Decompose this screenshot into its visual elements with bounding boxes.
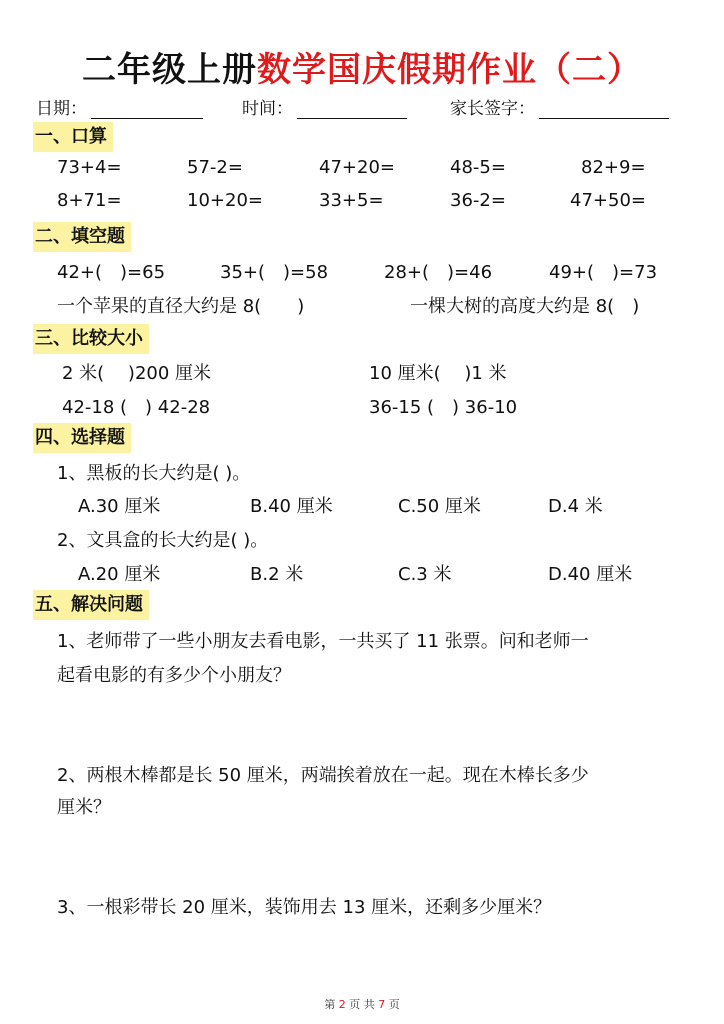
date-field[interactable] — [36, 94, 203, 119]
info-row — [36, 94, 696, 120]
oral-item: 10+20= — [187, 190, 263, 211]
compare-item: 2 米( )200 厘米 — [62, 363, 212, 384]
choice-option: D.4 米 — [548, 496, 603, 517]
section-problem-solving-heading: 五、解决问题 — [33, 590, 149, 620]
time-blank[interactable] — [297, 100, 407, 119]
problem-3: 3、一根彩带长 20 厘米，装饰用去 13 厘米，还剩多少厘米？ — [57, 897, 552, 918]
choice-option: A.30 厘米 — [78, 496, 161, 517]
choice-option: B.2 米 — [250, 564, 304, 585]
problem-1-line-2: 起看电影的有多少个小朋友？ — [57, 665, 291, 686]
time-field[interactable] — [242, 94, 407, 119]
choice-question-1: 1、黑板的长大约是( )。 — [57, 463, 251, 484]
oral-item: 73+4= — [57, 157, 122, 178]
oral-item: 47+20= — [319, 157, 395, 178]
title-part-black: 二年级上册 — [82, 50, 257, 90]
compare-item: 42-18 ( ) 42-28 — [62, 397, 211, 418]
fill-item: 28+( )=46 — [384, 262, 493, 283]
footer-suffix: 页 — [388, 998, 400, 1011]
fill-apple-question: 一个苹果的直径大约是 8( ) — [57, 296, 305, 317]
section-compare-heading: 三、比较大小 — [33, 324, 149, 354]
section-oral-calc-heading: 一、口算 — [33, 122, 113, 152]
compare-item: 36-15 ( ) 36-10 — [369, 397, 518, 418]
oral-item: 33+5= — [319, 190, 384, 211]
title-part-red: 数学国庆假期作业（二） — [257, 50, 642, 90]
section-choice-heading: 四、选择题 — [33, 423, 131, 453]
choice-option: B.40 厘米 — [250, 496, 333, 517]
page-title — [0, 42, 724, 91]
problem-2-line-2: 厘米？ — [57, 797, 111, 818]
date-blank[interactable] — [91, 100, 203, 119]
date-label: 日期： — [36, 99, 87, 119]
section-fill-blank-heading: 二、填空题 — [33, 222, 131, 252]
footer-total-pages: 7 — [378, 998, 386, 1011]
oral-item: 8+71= — [57, 190, 122, 211]
compare-item: 10 厘米( )1 米 — [369, 363, 507, 384]
choice-option: C.50 厘米 — [398, 496, 481, 517]
time-label: 时间： — [242, 99, 293, 119]
sign-blank[interactable] — [539, 100, 669, 119]
problem-1-line-1: 1、老师带了一些小朋友去看电影，一共买了 11 张票。问和老师一 — [57, 631, 589, 652]
oral-item: 82+9= — [581, 157, 646, 178]
sign-field[interactable] — [450, 94, 669, 119]
problem-2-line-1: 2、两根木棒都是长 50 厘米，两端挨着放在一起。现在木棒长多少 — [57, 765, 589, 786]
oral-item: 48-5= — [450, 157, 506, 178]
choice-option: C.3 米 — [398, 564, 452, 585]
oral-item: 57-2= — [187, 157, 243, 178]
fill-tree-question: 一棵大树的高度大约是 8( ) — [410, 296, 640, 317]
footer-prefix: 第 — [324, 998, 336, 1011]
page-footer — [0, 996, 724, 1012]
choice-option: D.40 厘米 — [548, 564, 633, 585]
footer-page-number: 2 — [338, 998, 346, 1011]
choice-question-2: 2、文具盒的长大约是( )。 — [57, 530, 269, 551]
oral-item: 47+50= — [570, 190, 646, 211]
sign-label: 家长签字： — [450, 99, 535, 119]
fill-item: 42+( )=65 — [57, 262, 166, 283]
fill-item: 35+( )=58 — [220, 262, 329, 283]
footer-middle: 页 共 — [349, 998, 375, 1011]
oral-item: 36-2= — [450, 190, 506, 211]
choice-option: A.20 厘米 — [78, 564, 161, 585]
fill-item: 49+( )=73 — [549, 262, 658, 283]
